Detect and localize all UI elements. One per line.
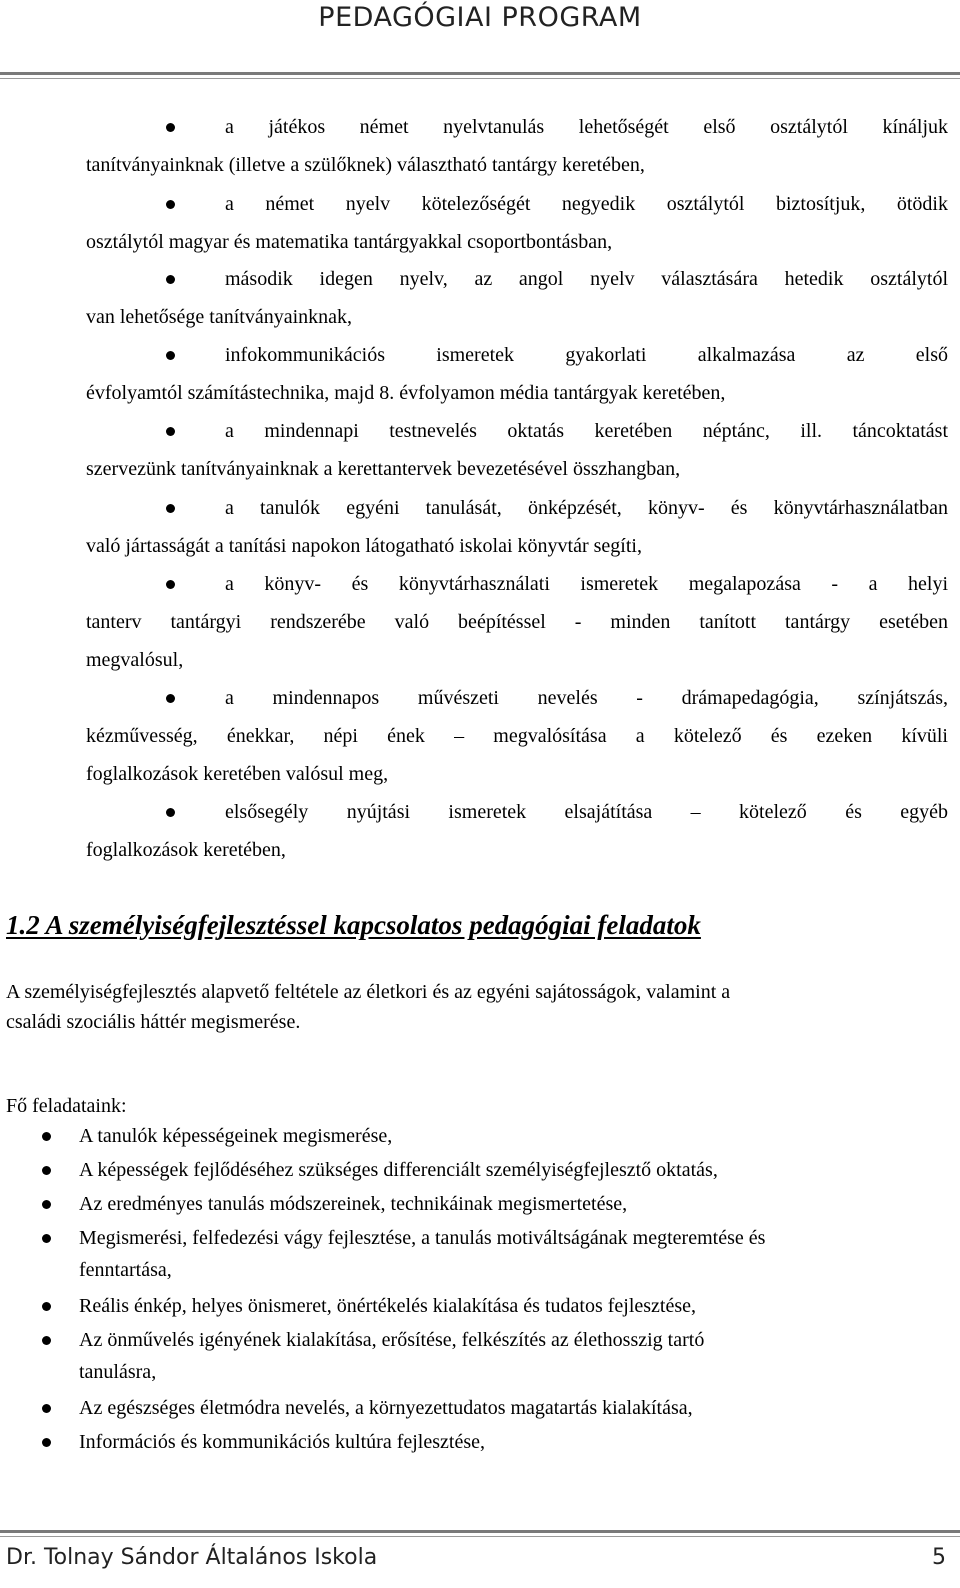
- task-line: Az eredményes tanulás módszereinek, technikáinak megismertetése,: [79, 1193, 628, 1215]
- header-title: PEDAGÓGIAI PROGRAM: [318, 2, 642, 33]
- intro-line: A személyiségfejlesztés alapvető feltétele az életkori és az egyéni sajátosságok, valamint a: [6, 981, 731, 1003]
- task-line: A képességek fejlődéséhez szükséges differenciált személyiségfejlesztő oktatás,: [79, 1159, 718, 1181]
- bullet-line: van lehetősége tanítványainknak,: [86, 306, 353, 328]
- page-number: 5: [932, 1545, 946, 1570]
- bullet-line: a mindennapos művészeti nevelés - drámapedagógia, színjátszás,: [225, 687, 948, 709]
- bullet-icon: [42, 1200, 51, 1209]
- header-divider-thin: [0, 78, 960, 79]
- tasks-label-text: Fő feladataink:: [6, 1095, 127, 1117]
- bullet-icon: [166, 580, 175, 589]
- bullet-icon: [166, 694, 175, 703]
- task-line: tanulásra,: [79, 1361, 157, 1383]
- bullet-line: szervezünk tanítványainknak a kerettantervek bevezetésével összhangban,: [86, 458, 681, 480]
- header-divider: [0, 72, 960, 75]
- task-line: Megismerési, felfedezési vágy fejlesztése, a tanulás motiváltságának megteremtése és: [79, 1227, 766, 1249]
- bullet-icon: [166, 200, 175, 209]
- bullet-line: a tanulók egyéni tanulását, önképzését, könyv- és könyvtárhasználatban: [225, 497, 948, 519]
- page-header: [0, 0, 960, 80]
- page-footer: [0, 1530, 960, 1588]
- task-line: Az önművelés igényének kialakítása, erősítése, felkészítés az élethosszig tartó: [79, 1329, 705, 1351]
- bullet-line: tanterv tantárgyi rendszerébe való beépítéssel - minden tanított tantárgy esetében: [86, 611, 948, 633]
- task-line: Információs és kommunikációs kultúra fejlesztése,: [79, 1431, 485, 1453]
- task-line: fenntartása,: [79, 1259, 172, 1281]
- bullet-icon: [42, 1336, 51, 1345]
- task-line: A tanulók képességeinek megismerése,: [79, 1125, 393, 1147]
- bullet-icon: [42, 1302, 51, 1311]
- bullet-line: foglalkozások keretében,: [86, 839, 286, 861]
- bullet-line: a könyv- és könyvtárhasználati ismeretek megalapozása - a helyi: [225, 573, 948, 595]
- bullet-icon: [166, 504, 175, 513]
- bullet-line: évfolyamtól számítástechnika, majd 8. évfolyamon média tantárgyak keretében,: [86, 382, 726, 404]
- task-line: Az egészséges életmódra nevelés, a környezettudatos magatartás kialakítása,: [79, 1397, 693, 1419]
- bullet-line: osztálytól magyar és matematika tantárgyakkal csoportbontásban,: [86, 231, 613, 253]
- bullet-line: a játékos német nyelvtanulás lehetőségét első osztálytól kínáljuk: [225, 116, 948, 138]
- bullet-icon: [42, 1404, 51, 1413]
- bullet-line: második idegen nyelv, az angol nyelv választására hetedik osztálytól: [225, 268, 948, 290]
- bullet-line: elsősegély nyújtási ismeretek elsajátítása – kötelező és egyéb: [225, 801, 948, 823]
- bullet-line: a mindennapi testnevelés oktatás keretében néptánc, ill. táncoktatást: [225, 420, 948, 442]
- bullet-icon: [42, 1234, 51, 1243]
- footer-divider-thin: [0, 1536, 960, 1537]
- bullet-icon: [166, 275, 175, 284]
- bullet-icon: [166, 808, 175, 817]
- footer-divider: [0, 1530, 960, 1533]
- bullet-line: a német nyelv kötelezőségét negyedik osztálytól biztosítjuk, ötödik: [225, 193, 948, 215]
- bullet-line: megvalósul,: [86, 649, 184, 671]
- task-line: Reális énkép, helyes önismeret, önértékelés kialakítása és tudatos fejlesztése,: [79, 1295, 697, 1317]
- bullet-icon: [166, 123, 175, 132]
- bullet-line: kézművesség, énekkar, népi ének – megvalósítása a kötelező és ezeken kívüli: [86, 725, 948, 747]
- bullet-line: való jártasságát a tanítási napokon látogatható iskolai könyvtár segíti,: [86, 535, 642, 557]
- bullet-line: foglalkozások keretében valósul meg,: [86, 763, 389, 785]
- bullet-icon: [42, 1166, 51, 1175]
- bullet-icon: [166, 427, 175, 436]
- bullet-icon: [166, 351, 175, 360]
- bullet-line: tanítványainknak (illetve a szülőknek) választható tantárgy keretében,: [86, 154, 645, 176]
- bullet-line: infokommunikációs ismeretek gyakorlati alkalmazása az első: [225, 344, 948, 366]
- section-heading: 1.2 A személyiségfejlesztéssel kapcsolatos pedagógiai feladatok: [6, 910, 701, 940]
- bullet-icon: [42, 1132, 51, 1141]
- intro-line: családi szociális háttér megismerése.: [6, 1011, 301, 1033]
- footer-school-name: Dr. Tolnay Sándor Általános Iskola: [6, 1545, 378, 1570]
- bullet-icon: [42, 1438, 51, 1447]
